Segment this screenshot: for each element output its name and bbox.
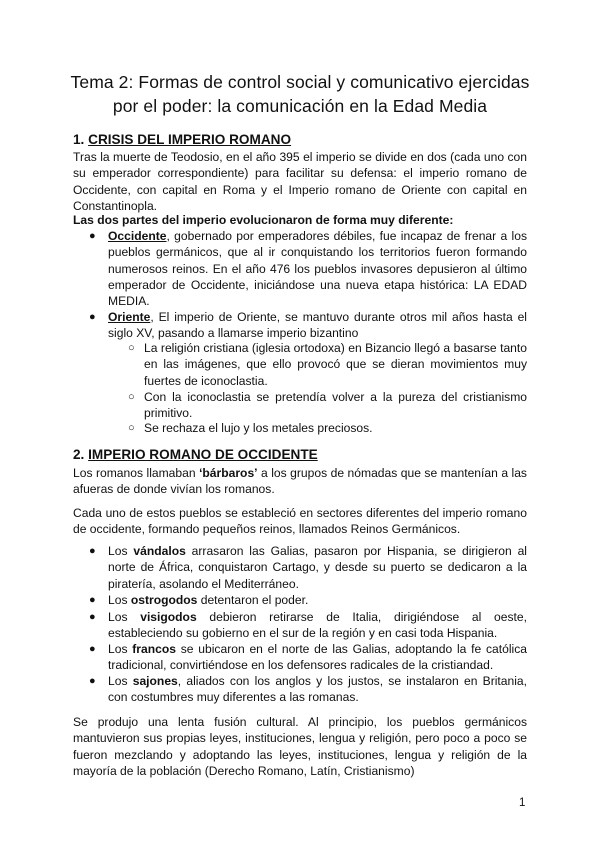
- barbaros-term: ‘bárbaros’: [199, 466, 258, 480]
- oriente-text: , El imperio de Oriente, se mantuvo durante otros mil años hasta el siglo XV, pasando a llamarse imperio bizantino: [108, 310, 527, 341]
- page-number: 1: [519, 797, 526, 809]
- oriente-sub-item: Se rechaza el lujo y los metales preciosos.: [144, 421, 373, 435]
- people-item-francos: [108, 641, 527, 674]
- people-prefix: Los: [108, 593, 131, 607]
- paragraph-text: Los romanos llamaban: [73, 466, 200, 480]
- section-2-paragraph-1: [73, 465, 527, 498]
- people-prefix: Los: [108, 642, 133, 656]
- bullet-icon: ●: [89, 611, 96, 623]
- sub-bullet-icon: ○: [128, 422, 135, 434]
- paragraph-text: a los grupos de nómadas que se mantenían a las afueras de donde vivían los romanos.: [73, 466, 527, 497]
- oriente-sub-item: Con la iconoclastia se pretendía volver a la pureza del cristianismo primitivo.: [144, 390, 527, 421]
- section-2-heading: [73, 446, 318, 463]
- occidente-item: [108, 228, 527, 309]
- section-2-paragraph-3: Se produjo una lenta fusión cultural. Al principio, los pueblos germánicos mantuvieron sus propias leyes, instituciones, lengua y religión, pero poco a poco se fueron mezclando y adoptando las leyes, instituciones, lengua y religión de la mayoría de la población (Derecho Romano, Latín, Cristianismo): [73, 715, 527, 778]
- people-item-ostrogodos: [108, 592, 527, 608]
- oriente-item: [108, 309, 527, 342]
- section-2-paragraph-2: Cada uno de estos pueblos se estableció en sectores diferentes del imperio romano de occidente, formando pequeños reinos, llamados Reinos Germánicos.: [73, 506, 527, 537]
- title-line-2: por el poder: la comunicación en la Edad Media: [112, 96, 488, 116]
- people-term: francos: [132, 642, 176, 656]
- people-term: visigodos: [140, 610, 197, 624]
- people-text: , aliados con los anglos y los justos, se instalaron en Britania, con costumbres muy diferentes a las romanas.: [108, 674, 528, 705]
- people-text: detentaron el poder.: [197, 593, 309, 607]
- bullet-icon: ●: [89, 545, 96, 557]
- occidente-text: , gobernado por emperadores débiles, fue incapaz de frenar a los pueblos germánicos, que al ir conquistando los territorios fueron formando numerosos reinos. En el año 476 los pueblos invasores depusieron al último emperador de Occidente, iniciándose una nueva etapa histórica: LA EDAD MEDIA.: [108, 229, 527, 309]
- oriente-sub-item: La religión cristiana (iglesia ortodoxa) en Bizancio llegó a basarse tanto en las imágenes, que ello provocó que se dieran movimientos muy fuertes de iconoclastia.: [144, 341, 527, 388]
- title-line-1: Tema 2: Formas de control social y comunicativo ejercidas: [70, 72, 530, 92]
- bullet-icon: ●: [89, 594, 96, 606]
- bullet-icon: ●: [89, 311, 96, 323]
- section-2-number: 2.: [73, 447, 89, 462]
- people-item-sajones: [108, 673, 527, 706]
- people-text: se ubicaron en el norte de las Galias, adoptando la fe católica tradicional, convirtiéndose en los defensores radicales de la cristiandad.: [108, 642, 528, 673]
- people-text: arrasaron las Galias, pasaron por Hispania, se dirigieron al norte de África, conquistaron Cartago, y desde su puerto se dedicaron a la piratería, asolando el Mediterráneo.: [108, 544, 527, 591]
- section-1-heading: [73, 131, 291, 148]
- people-prefix: Los: [108, 610, 141, 624]
- section-1-title: CRISIS DEL IMPERIO ROMANO: [88, 132, 292, 147]
- occidente-term: Occidente: [108, 229, 167, 243]
- section-1-subheading: Las dos partes del imperio evolucionaron de forma muy diferente:: [73, 213, 454, 227]
- people-prefix: Los: [108, 544, 134, 558]
- sub-bullet-icon: ○: [128, 391, 135, 403]
- people-term: sajones: [132, 674, 178, 688]
- section-1-intro: Tras la muerte de Teodosio, en el año 395 el imperio se divide en dos (cada uno con su emperador correspondiente) para facilitar su defensa: el imperio romano de Occidente, con capital en Roma y el Imperio romano de Oriente con capital en Constantinopla.: [73, 150, 527, 213]
- oriente-term: Oriente: [108, 310, 151, 324]
- people-text: debieron retirarse de Italia, dirigiéndose al oeste, estableciendo su gobierno en el sur de la región y en casi toda Hispania.: [108, 610, 527, 641]
- section-1-number: 1.: [73, 132, 89, 147]
- bullet-icon: ●: [89, 643, 96, 655]
- people-item-vandalos: [108, 543, 527, 592]
- bullet-icon: ●: [89, 675, 96, 687]
- people-term: ostrogodos: [130, 593, 198, 607]
- section-2-title: IMPERIO ROMANO DE OCCIDENTE: [88, 447, 318, 462]
- people-term: vándalos: [133, 544, 186, 558]
- people-prefix: Los: [108, 674, 133, 688]
- document-title: [40, 70, 560, 118]
- sub-bullet-icon: ○: [128, 342, 135, 354]
- people-item-visigodos: [108, 609, 527, 642]
- bullet-icon: ●: [89, 230, 96, 242]
